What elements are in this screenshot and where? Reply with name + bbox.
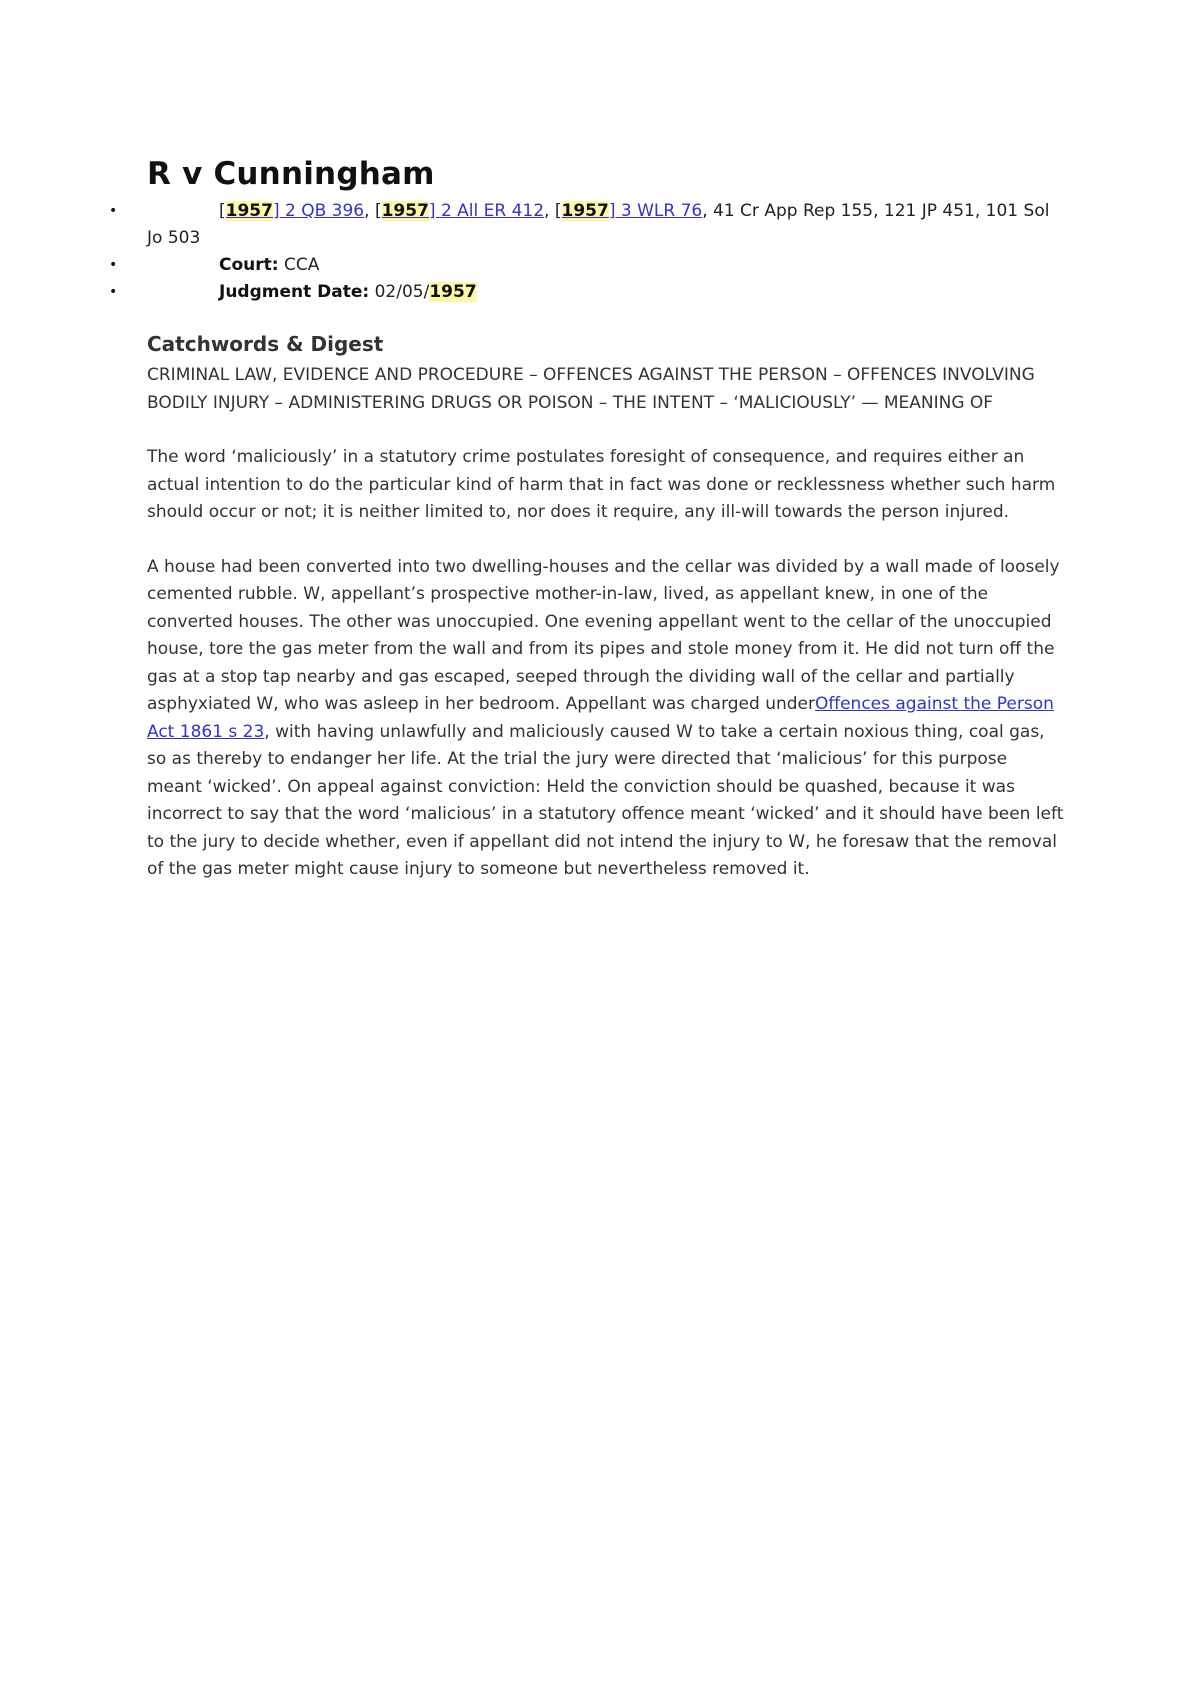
digest-paragraph-1: The word ‘maliciously’ in a statutory crime postulates foresight of consequence, and requires either an actual intention to do the particular kind of harm that in fact was done or recklessness whether such harm should occur or not; it is neither limited to, nor does it require, any ill-will towards the person injured. [147,447,1056,522]
judgment-date-value: 02/05/ [374,282,430,302]
citation-link-wlr[interactable]: 1957] 3 WLR 76 [561,201,703,221]
court-value: CCA [283,255,320,275]
court-item [109,252,1067,279]
catchwords-text: CRIMINAL LAW, EVIDENCE AND PROCEDURE – OFFENCES AGAINST THE PERSON – OFFENCES INVOLVING BODILY INJURY – ADMINISTERING DRUGS OR POISON – THE INTENT – ‘MALICIOUSLY’ — MEANING OF [147,365,1035,413]
section-heading: Catchwords & Digest [147,332,384,356]
digest-paragraph-2: A house had been converted into two dwelling-houses and the cellar was divided by a wall made of loosely cemented rubble. W, appellant’s prospective mother-in-law, lived, as appellant knew, in one of the converted houses. The other was unoccupied. One evening appellant went to the cellar of the unoccupied house, tore the gas meter from the wall and from its pipes and stole money from it. He did not turn off the gas at a stop tap nearby and gas escaped, seeped through the dividing wall of the cellar and partially asphyxiated W, who was asleep in her bedroom. Appellant was charged underOffences against the Person Act 1861 s 23, with having unlawfully and maliciously caused W to take a certain noxious thing, coal gas, so as thereby to endanger her life. At the trial the jury were directed that ‘malicious’ for this purpose meant ‘wicked’. On appeal against conviction: Held the conviction should be quashed, because it was incorrect to say that the word ‘malicious’ in a statutory offence meant ‘wicked’ and it should have been left to the jury to decide whether, even if appellant did not intend the injury to W, he foresaw that the removal of the gas meter might cause injury to someone but nevertheless removed it. [147,556,1064,879]
citation-link-qb[interactable]: 1957] 2 QB 396 [225,201,365,221]
document-page [109,150,1067,911]
bullet-icon: • [109,284,118,300]
case-title: R v Cunningham [147,156,435,192]
citations-tail: , 41 Cr App Rep 155, 121 JP 451, 101 Sol Jo 503 [147,201,1050,248]
statute-link[interactable]: Offences against the Person Act 1861 s 23 [147,694,1054,742]
judgment-date-item [109,279,1067,306]
judgment-date-year: 1957 [429,282,477,302]
citations-item: • [1957] 2 QB 396, [1957] 2 All ER 412, [1957] 3 WLR 76, 41 Cr App Rep 155, 121 JP 451, 101 Sol Jo 503 [147,198,1067,252]
case-metadata-list [109,198,1067,306]
bullet-icon: • [109,257,118,273]
bullet-icon: • [109,203,118,219]
citation-link-all-er[interactable]: 1957] 2 All ER 412 [381,201,545,221]
judgment-date-label: Judgment Date: [219,282,370,302]
court-label: Court: [219,255,279,275]
